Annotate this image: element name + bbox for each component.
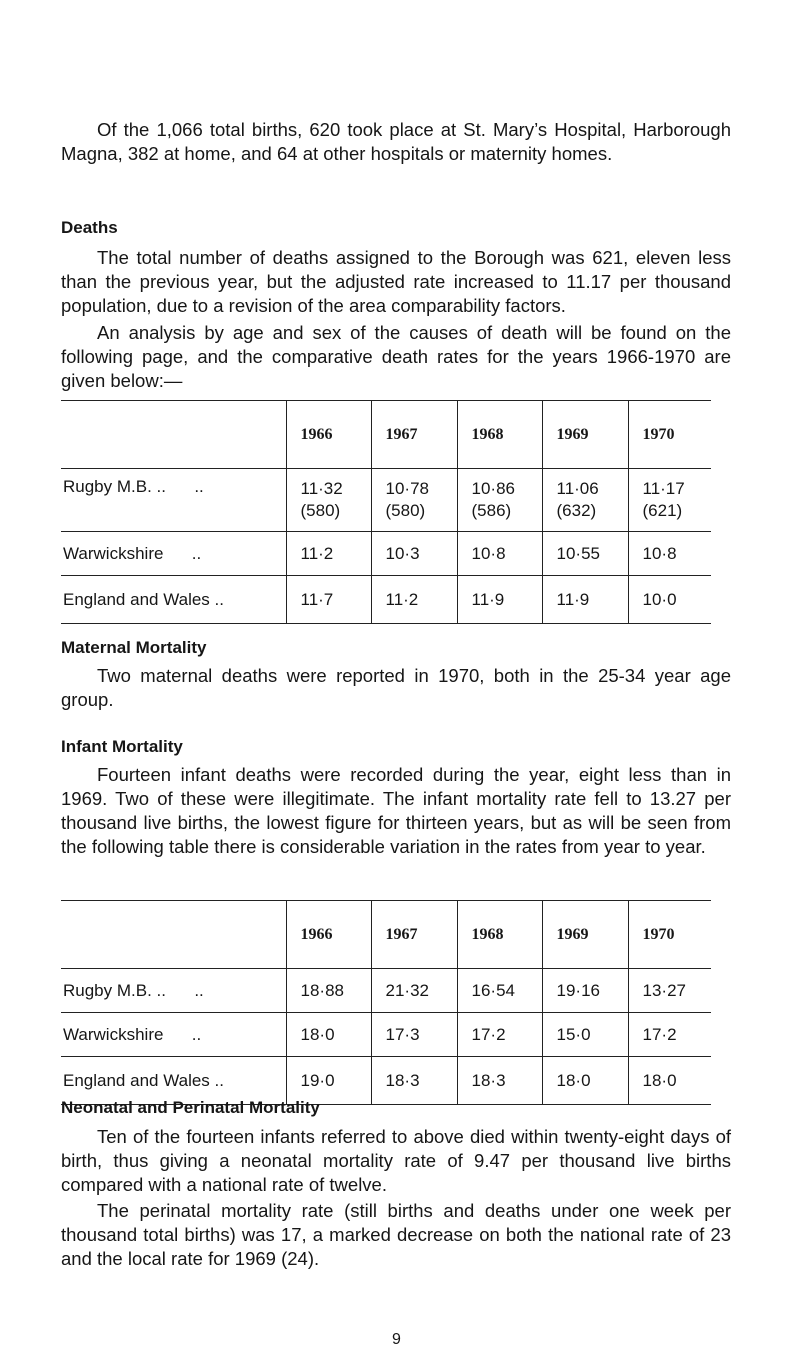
header-cell-empty <box>61 901 286 969</box>
table-cell <box>371 469 457 532</box>
deaths-paragraph-1: The total number of deaths assigned to the Borough was 621, eleven less than the previous year, but the adjusted rate increased to 11.17 per thousand population, due to a revision of the area comparability factors. <box>61 247 731 316</box>
table-cell: 11·9 <box>542 576 628 624</box>
header-cell-year: 1970 <box>628 401 711 469</box>
table-cell: 17·2 <box>457 1013 542 1057</box>
rate-value: 11·32 <box>300 479 343 498</box>
header-cell-year: 1969 <box>542 401 628 469</box>
table-cell: 17·3 <box>371 1013 457 1057</box>
table-header-row <box>61 901 711 969</box>
table-header-row <box>61 401 711 469</box>
table-cell: 13·27 <box>628 969 711 1013</box>
table-cell: 18·0 <box>542 1057 628 1105</box>
row-label: Rugby M.B. .. .. <box>61 469 286 532</box>
header-cell-year: 1966 <box>286 901 371 969</box>
deaths-count: (580) <box>300 501 341 520</box>
row-label: Warwickshire .. <box>61 532 286 576</box>
infant-mortality-paragraph: Fourteen infant deaths were recorded during the year, eight less than in 1969. Two of these were illegitimate. The infant mortality rate fell to 13.27 per thousand live births, the lowest figure for thirteen years, but as will be seen from the following table there is considerable variation in the rates from year to year. <box>61 764 731 857</box>
header-cell-year: 1967 <box>371 901 457 969</box>
table-cell: 18·0 <box>286 1013 371 1057</box>
header-cell-year: 1968 <box>457 901 542 969</box>
table-row <box>61 969 711 1013</box>
neonatal-paragraph-2: The perinatal mortality rate (still births and deaths under one week per thousand total births) was 17, a marked decrease on both the national rate of 23 and the local rate for 1969 (24). <box>61 1200 731 1269</box>
table-cell: 10·55 <box>542 532 628 576</box>
table-row <box>61 469 711 532</box>
rate-value: 10·86 <box>471 479 515 498</box>
page-number: 9 <box>392 1331 401 1348</box>
header-cell-year: 1970 <box>628 901 711 969</box>
table-cell: 18·3 <box>457 1057 542 1105</box>
header-cell-empty <box>61 401 286 469</box>
table-cell: 10·3 <box>371 532 457 576</box>
table-cell <box>542 469 628 532</box>
deaths-count: (632) <box>556 501 597 520</box>
maternal-mortality-heading: Maternal Mortality <box>61 638 207 657</box>
table-cell: 10·8 <box>628 532 711 576</box>
table-row <box>61 1013 711 1057</box>
table-cell <box>457 469 542 532</box>
table-cell: 16·54 <box>457 969 542 1013</box>
rate-value: 11·06 <box>556 479 599 498</box>
table-cell: 18·88 <box>286 969 371 1013</box>
table-cell: 10·8 <box>457 532 542 576</box>
row-label: England and Wales .. <box>61 1057 286 1105</box>
header-cell-year: 1968 <box>457 401 542 469</box>
intro-paragraph: Of the 1,066 total births, 620 took place at St. Mary’s Hospital, Harborough Magna, 382 at home, and 64 at other hospitals or maternity homes. <box>61 119 731 164</box>
table-cell: 18·3 <box>371 1057 457 1105</box>
table-cell: 11·2 <box>371 576 457 624</box>
table-cell: 11·2 <box>286 532 371 576</box>
death-rates-table <box>61 400 711 624</box>
table-row <box>61 576 711 624</box>
table-row <box>61 532 711 576</box>
infant-mortality-heading: Infant Mortality <box>61 737 183 756</box>
maternal-mortality-paragraph: Two maternal deaths were reported in 1970, both in the 25-34 year age group. <box>61 665 731 710</box>
table-cell: 21·32 <box>371 969 457 1013</box>
table-cell: 18·0 <box>628 1057 711 1105</box>
table-cell: 19·0 <box>286 1057 371 1105</box>
row-label: Warwickshire .. <box>61 1013 286 1057</box>
rate-value: 11·17 <box>642 479 685 498</box>
neonatal-paragraph-1: Ten of the fourteen infants referred to above died within twenty-eight days of birth, thus giving a neonatal mortality rate of 9.47 per thousand live births compared with a national rate of twelve. <box>61 1126 731 1195</box>
table-cell: 19·16 <box>542 969 628 1013</box>
deaths-count: (586) <box>471 501 512 520</box>
table-cell <box>286 469 371 532</box>
infant-rates-table <box>61 900 711 1105</box>
table-cell: 11·7 <box>286 576 371 624</box>
table-cell: 15·0 <box>542 1013 628 1057</box>
deaths-count: (580) <box>385 501 426 520</box>
table-cell: 10·0 <box>628 576 711 624</box>
neonatal-mortality-heading: Neonatal and Perinatal Mortality <box>61 1098 320 1117</box>
row-label: England and Wales .. <box>61 576 286 624</box>
deaths-heading: Deaths <box>61 218 118 237</box>
header-cell-year: 1966 <box>286 401 371 469</box>
table-cell: 11·9 <box>457 576 542 624</box>
deaths-count: (621) <box>642 501 683 520</box>
deaths-paragraph-2: An analysis by age and sex of the causes of death will be found on the following page, and the comparative death rates for the years 1966-1970 are given below:— <box>61 322 731 391</box>
table-cell <box>628 469 711 532</box>
table-cell: 17·2 <box>628 1013 711 1057</box>
header-cell-year: 1969 <box>542 901 628 969</box>
rate-value: 10·78 <box>385 479 429 498</box>
header-cell-year: 1967 <box>371 401 457 469</box>
row-label: Rugby M.B. .. .. <box>61 969 286 1013</box>
